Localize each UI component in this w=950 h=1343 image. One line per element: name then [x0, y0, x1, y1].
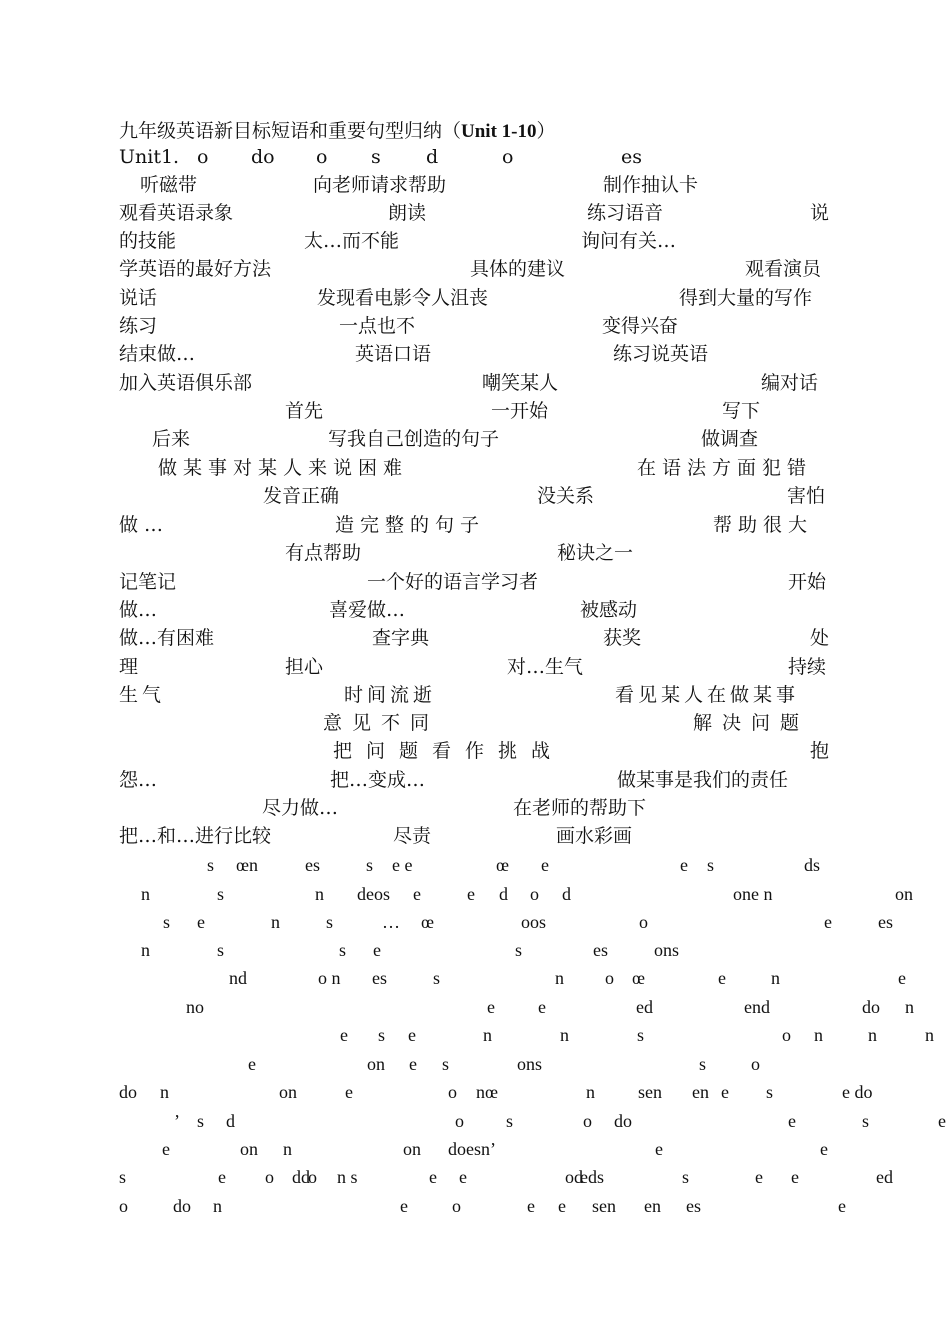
fragment-text: do	[173, 1196, 191, 1216]
fragment-text: n	[283, 1139, 292, 1159]
phrase-text: 抱	[810, 740, 844, 762]
fragment-text: d	[226, 1111, 235, 1131]
fragment-text: s	[339, 940, 347, 960]
fragment-text: e	[218, 1167, 226, 1187]
phrase-text: 处	[810, 627, 830, 649]
phrase-row	[0, 822, 950, 850]
fragment-row	[0, 1135, 950, 1163]
fragment-text: do	[862, 997, 880, 1017]
phrase-row	[0, 681, 950, 709]
phrase-text: 开始	[788, 571, 827, 593]
fragment-text: e	[541, 855, 549, 875]
phrase-row	[0, 397, 950, 425]
fragment-text: o	[751, 1054, 760, 1074]
fragment-text: s	[506, 1111, 514, 1131]
phrase-text: 做…	[119, 599, 158, 621]
fragment-text: en	[692, 1082, 709, 1102]
fragment-text: o	[455, 1111, 464, 1131]
phrase-text: 首先	[285, 400, 324, 422]
fragment-text: es	[305, 855, 320, 875]
fragment-text: e	[197, 912, 205, 932]
phrase-text: 具体的建议	[470, 258, 566, 280]
fragment-text: nœ	[476, 1082, 498, 1102]
phrase-text: 没关系	[537, 485, 595, 507]
phrase-text: o	[316, 146, 328, 168]
fragment-text: e	[408, 1025, 416, 1045]
fragment-text: e do	[842, 1082, 873, 1102]
title-close: ）	[536, 120, 556, 142]
fragment-text: es	[593, 940, 608, 960]
phrase-text: 练习说英语	[613, 343, 709, 365]
fragment-row	[0, 964, 950, 992]
fragment-text: e	[467, 884, 475, 904]
phrase-text: 一个好的语言学习者	[367, 571, 539, 593]
fragment-text: e	[558, 1196, 566, 1216]
fragment-text: e	[655, 1139, 663, 1159]
phrase-row	[0, 596, 950, 624]
fragment-text: no	[186, 997, 204, 1017]
fragment-text: es	[878, 912, 893, 932]
fragment-text: e	[791, 1167, 799, 1187]
fragment-text: on	[279, 1082, 297, 1102]
phrase-row	[0, 709, 950, 737]
phrase-row	[0, 568, 950, 596]
fragment-text: e	[487, 997, 495, 1017]
phrase-row	[0, 482, 950, 510]
fragment-text: do	[119, 1082, 137, 1102]
fragment-text: s	[637, 1025, 645, 1045]
phrase-text: 做…	[119, 514, 170, 536]
fragment-text: nd	[229, 968, 247, 988]
phrase-text: 有点帮助	[285, 542, 362, 564]
fragment-text: o	[265, 1167, 274, 1187]
phrase-text: 后来	[152, 428, 191, 450]
fragment-text: e e	[392, 855, 413, 875]
phrase-text: 看见某人在做某事	[615, 684, 800, 706]
fragment-text: e	[718, 968, 726, 988]
fragment-text: e	[538, 997, 546, 1017]
phrase-text: 结束做…	[119, 343, 196, 365]
fragment-text: o	[119, 1196, 128, 1216]
phrase-text: es	[621, 146, 642, 168]
phrase-text: 观看演员	[745, 258, 822, 280]
phrase-row	[0, 454, 950, 482]
phrase-text: 向老师请求帮助	[313, 174, 447, 196]
phrase-text: s	[371, 146, 381, 168]
fragment-text: o	[448, 1082, 457, 1102]
phrase-text: 询问有关…	[581, 230, 677, 252]
phrase-row	[0, 199, 950, 227]
phrase-row	[0, 227, 950, 255]
fragment-text: od	[565, 1167, 583, 1187]
phrase-text: 朗读	[388, 202, 427, 224]
fragment-text: oos	[521, 912, 547, 932]
fragment-text: on	[240, 1139, 258, 1159]
fragment-text: e	[413, 884, 421, 904]
phrase-text: 在语法方面犯错	[637, 457, 813, 479]
phrase-text: 练习	[119, 315, 158, 337]
title-cn: 九年级英语新目标短语和重要句型归纳（	[119, 120, 462, 142]
phrase-row	[0, 624, 950, 652]
fragment-text: e	[788, 1111, 796, 1131]
fragment-text: e	[248, 1054, 256, 1074]
fragment-text: e	[527, 1196, 535, 1216]
phrase-text: 把…和…进行比较	[119, 825, 272, 847]
fragment-text: n	[141, 884, 150, 904]
fragment-text: s	[707, 855, 715, 875]
phrase-text: 生气	[119, 684, 166, 706]
phrase-text: 担心	[285, 656, 324, 678]
fragment-text: on	[895, 884, 913, 904]
fragment-text: e	[373, 940, 381, 960]
fragment-text: n	[771, 968, 780, 988]
fragment-row	[0, 1050, 950, 1078]
phrase-row	[0, 340, 950, 368]
fragment-text: one n	[733, 884, 773, 904]
phrase-text: 做…有困难	[119, 627, 215, 649]
phrase-text: 造完整的句子	[335, 514, 486, 536]
phrase-row	[0, 143, 950, 171]
phrase-row	[0, 794, 950, 822]
fragment-text: s	[163, 912, 171, 932]
fragment-text: n	[160, 1082, 169, 1102]
phrase-row	[0, 171, 950, 199]
fragment-text: n	[315, 884, 324, 904]
fragment-text: n	[814, 1025, 823, 1045]
phrase-text: 一开始	[491, 400, 549, 422]
fragment-text: e	[938, 1111, 946, 1131]
fragment-text: n	[868, 1025, 877, 1045]
phrase-text: o	[502, 146, 514, 168]
fragment-text: e	[345, 1082, 353, 1102]
fragment-text: e	[824, 912, 832, 932]
fragment-text: n	[213, 1196, 222, 1216]
fragment-text: eds	[580, 1167, 604, 1187]
fragment-text: œ	[496, 855, 509, 875]
fragment-text: e	[162, 1139, 170, 1159]
phrase-text: 嘲笑某人	[482, 372, 559, 394]
phrase-text: 秘诀之一	[557, 542, 634, 564]
fragment-text: o	[605, 968, 614, 988]
fragment-text: o	[639, 912, 648, 932]
fragment-text: œn	[236, 855, 258, 875]
phrase-text: 对…生气	[507, 656, 584, 678]
phrase-text: 编对话	[761, 372, 819, 394]
fragment-text: n	[483, 1025, 492, 1045]
fragment-text: es	[372, 968, 387, 988]
phrase-text: Unit1.	[119, 146, 180, 168]
fragment-text: s	[217, 940, 225, 960]
phrase-text: 得到大量的写作	[679, 287, 813, 309]
fragment-text: do	[614, 1111, 632, 1131]
phrase-text: 写我自己创造的句子	[328, 428, 500, 450]
fragment-row	[0, 993, 950, 1021]
fragment-text: s	[515, 940, 523, 960]
phrase-text: 查字典	[372, 627, 430, 649]
fragment-text: s	[433, 968, 441, 988]
phrase-text: 尽责	[393, 825, 432, 847]
fragment-text: s	[699, 1054, 707, 1074]
fragment-text: e	[721, 1082, 729, 1102]
fragment-row	[0, 908, 950, 936]
fragment-text: s	[862, 1111, 870, 1131]
fragment-text: e	[409, 1054, 417, 1074]
fragment-row	[0, 1163, 950, 1191]
phrase-row	[0, 539, 950, 567]
phrase-row	[0, 284, 950, 312]
phrase-text: 做调查	[701, 428, 759, 450]
fragment-text: o n	[318, 968, 341, 988]
fragment-text: s	[326, 912, 334, 932]
fragment-text: en	[644, 1196, 661, 1216]
fragment-text: s	[207, 855, 215, 875]
phrase-text: d	[426, 146, 439, 168]
fragment-text: ons	[654, 940, 680, 960]
phrase-row	[0, 425, 950, 453]
fragment-text: ed	[876, 1167, 893, 1187]
fragment-text: on	[403, 1139, 421, 1159]
phrase-text: 做某事对某人来说困难	[158, 457, 409, 479]
phrase-text: 发现看电影令人沮丧	[317, 287, 489, 309]
phrase-text: 获奖	[603, 627, 642, 649]
phrase-row	[0, 766, 950, 794]
phrase-row	[0, 653, 950, 681]
fragment-text: on	[367, 1054, 385, 1074]
phrase-text: 练习语音	[587, 202, 664, 224]
fragment-row	[0, 1107, 950, 1135]
fragment-text: e	[459, 1167, 467, 1187]
phrase-text: 观看英语录象	[119, 202, 234, 224]
phrase-text: 持续	[788, 656, 827, 678]
fragment-text: deos	[357, 884, 390, 904]
phrase-text: 写下	[722, 400, 761, 422]
fragment-text: e	[340, 1025, 348, 1045]
phrase-text: 帮助很大	[713, 514, 814, 536]
fragment-text: ons	[517, 1054, 543, 1074]
fragment-text: o	[583, 1111, 592, 1131]
fragment-text: n	[555, 968, 564, 988]
phrase-text: 做某事是我们的责任	[617, 769, 789, 791]
fragment-text: n	[905, 997, 914, 1017]
fragment-text: e	[820, 1139, 828, 1159]
fragment-text: doesn’	[448, 1139, 496, 1159]
phrase-text: 英语口语	[355, 343, 432, 365]
phrase-row	[0, 312, 950, 340]
phrase-text: 加入英语俱乐部	[119, 372, 253, 394]
fragment-text: ds	[804, 855, 821, 875]
fragment-text: e	[400, 1196, 408, 1216]
fragment-text: s	[378, 1025, 386, 1045]
phrase-text: do	[251, 146, 275, 168]
phrase-text: o	[197, 146, 209, 168]
fragment-text: e	[429, 1167, 437, 1187]
fragment-text: s	[442, 1054, 450, 1074]
phrase-text: 变得兴奋	[602, 315, 679, 337]
phrase-text: 把…变成…	[330, 769, 426, 791]
fragment-text: n	[560, 1025, 569, 1045]
fragment-text: n	[586, 1082, 595, 1102]
fragment-text: o	[530, 884, 539, 904]
phrase-text: 听磁带	[140, 174, 198, 196]
phrase-text: 在老师的帮助下	[513, 797, 647, 819]
fragment-text: n s	[337, 1167, 358, 1187]
phrase-text: 怨…	[119, 769, 158, 791]
fragment-text: œ	[632, 968, 645, 988]
fragment-row	[0, 851, 950, 879]
fragment-text: o	[308, 1167, 317, 1187]
fragment-text: n	[925, 1025, 934, 1045]
fragment-text: es	[686, 1196, 701, 1216]
fragment-row	[0, 880, 950, 908]
phrase-text: 画水彩画	[556, 825, 633, 847]
phrase-text: 喜爱做…	[329, 599, 406, 621]
fragment-text: end	[744, 997, 770, 1017]
fragment-row	[0, 1192, 950, 1220]
fragment-text: sen	[592, 1196, 616, 1216]
phrase-text: 被感动	[580, 599, 638, 621]
fragment-text: s	[197, 1111, 205, 1131]
phrase-text: 害怕	[787, 485, 826, 507]
fragment-text: d	[562, 884, 571, 904]
fragment-text: s	[682, 1167, 690, 1187]
fragment-text: o	[452, 1196, 461, 1216]
phrase-text: 说话	[119, 287, 158, 309]
fragment-text: sen	[638, 1082, 662, 1102]
phrase-text: 太…而不能	[304, 230, 400, 252]
title-units: Unit 1-10	[461, 121, 537, 142]
phrase-row	[0, 255, 950, 283]
document-title	[119, 116, 556, 143]
fragment-text: e	[755, 1167, 763, 1187]
phrase-text: 解决问题	[693, 712, 810, 734]
fragment-text: n	[141, 940, 150, 960]
phrase-text: 尽力做…	[262, 797, 339, 819]
phrase-text: 一点也不	[339, 315, 416, 337]
fragment-text: s	[766, 1082, 774, 1102]
fragment-text: o	[782, 1025, 791, 1045]
fragment-text: s	[119, 1167, 127, 1187]
phrase-text: 制作抽认卡	[603, 174, 699, 196]
phrase-text: 学英语的最好方法	[119, 258, 272, 280]
fragment-text: …	[382, 912, 400, 932]
phrase-text: 理	[119, 656, 139, 678]
fragment-text: n	[271, 912, 280, 932]
fragment-text: e	[898, 968, 906, 988]
fragment-row	[0, 1021, 950, 1049]
fragment-row	[0, 936, 950, 964]
phrase-text: 的技能	[119, 230, 177, 252]
fragment-text: ed	[636, 997, 653, 1017]
phrase-text: 意见不同	[323, 712, 440, 734]
phrase-row	[0, 511, 950, 539]
phrase-text: 把问题看作挑战	[333, 740, 565, 762]
fragment-text: dd	[292, 1167, 310, 1187]
fragment-text: e	[680, 855, 688, 875]
phrase-text: 发音正确	[263, 485, 340, 507]
fragment-text: œ	[421, 912, 434, 932]
phrase-text: 说	[810, 202, 830, 224]
fragment-text: ’	[174, 1111, 180, 1131]
fragment-row	[0, 1078, 950, 1106]
phrase-text: 时间流逝	[344, 684, 437, 706]
fragment-text: d	[499, 884, 508, 904]
fragment-text: s	[366, 855, 374, 875]
phrase-row	[0, 369, 950, 397]
fragment-text: e	[838, 1196, 846, 1216]
fragment-text: s	[217, 884, 225, 904]
phrase-text: 记笔记	[119, 571, 177, 593]
phrase-row	[0, 737, 950, 765]
